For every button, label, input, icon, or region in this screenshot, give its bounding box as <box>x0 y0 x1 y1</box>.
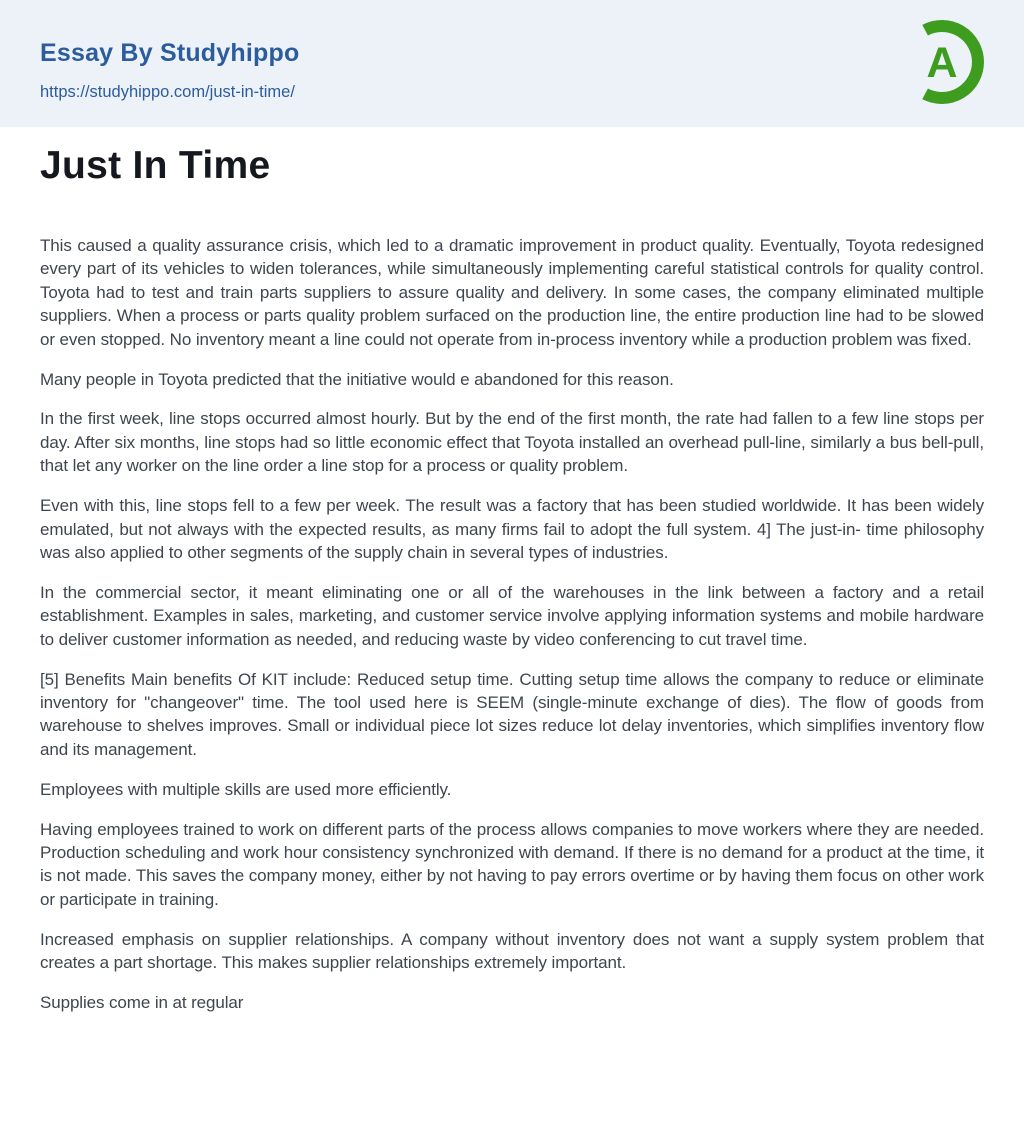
essay-paragraph: This caused a quality assurance crisis, which led to a dramatic improvement in product quality. Eventually, Toyota redesigned every part of its vehicles to widen tolerances, while simultaneously implementing careful statistical controls for quality control. Toyota had to test and train parts suppliers to assure quality and delivery. In some cases, the company eliminated multiple suppliers. When a process or parts quality problem surfaced on the production line, the entire production line had to be slowed or even stopped. No inventory meant a line could not operate from in-process inventory while a production problem was fixed. <box>40 236 984 349</box>
essay-paragraph: [5] Benefits Main benefits Of KIT include: Reduced setup time. Cutting setup time allows the company to reduce or eliminate inventory for "changeover" time. The tool used here is SEEM (single-minute exchange of dies). The flow of goods from warehouse to shelves improves. Small or individual piece lot sizes reduce lot delay inventories, which simplifies inventory flow and its management. <box>40 669 984 759</box>
essay-paragraph: Increased emphasis on supplier relationships. A company without inventory does not want a supply system problem that creates a part shortage. This makes supplier relationships extremely important. <box>40 929 984 973</box>
essay-body <box>40 234 984 1014</box>
essay-article <box>0 143 1024 1014</box>
source-url-link[interactable]: https://studyhippo.com/just-in-time/ <box>40 82 295 101</box>
essay-paragraph: Many people in Toyota predicted that the initiative would e abandoned for this reason. <box>40 369 674 389</box>
logo-letter: A <box>926 38 958 87</box>
header-text-block <box>40 39 299 102</box>
page-header <box>0 0 1024 127</box>
essay-paragraph: Supplies come in at regular <box>40 993 244 1013</box>
essay-paragraph: In the first week, line stops occurred almost hourly. But by the end of the first month, the rate had fallen to a few line stops per day. After six months, line stops had so little economic effect that Toyota installed an overhead pull-line, similarly a bus bell-pull, that let any worker on the line order a line stop for a process or quality problem. <box>40 409 984 476</box>
essay-paragraph: Employees with multiple skills are used more efficiently. <box>40 779 452 799</box>
essay-paragraph: Having employees trained to work on different parts of the process allows companies to move workers where they are needed. Production scheduling and work hour consistency synchronized with demand. If there is no demand for a product at the time, it is not made. This saves the company money, either by not having to pay errors overtime or by having them focus on other work or participate in training. <box>40 819 984 909</box>
essay-title: Just In Time <box>40 144 271 187</box>
studyhippo-logo <box>900 20 984 104</box>
essay-paragraph: In the commercial sector, it meant eliminating one or all of the warehouses in the link between a factory and a retail establishment. Examples in sales, marketing, and customer service involve applying information systems and mobile hardware to deliver customer information as needed, and reducing waste by video conferencing to cut travel time. <box>40 582 984 649</box>
essay-paragraph: Even with this, line stops fell to a few per week. The result was a factory that has been studied worldwide. It has been widely emulated, but not always with the expected results, as many firms fail to adopt the full system. 4] The just-in- time philosophy was also applied to other segments of the supply chain in several types of industries. <box>40 496 984 562</box>
header-title: Essay By Studyhippo <box>40 39 300 68</box>
open-ring-logo-icon <box>900 20 984 104</box>
